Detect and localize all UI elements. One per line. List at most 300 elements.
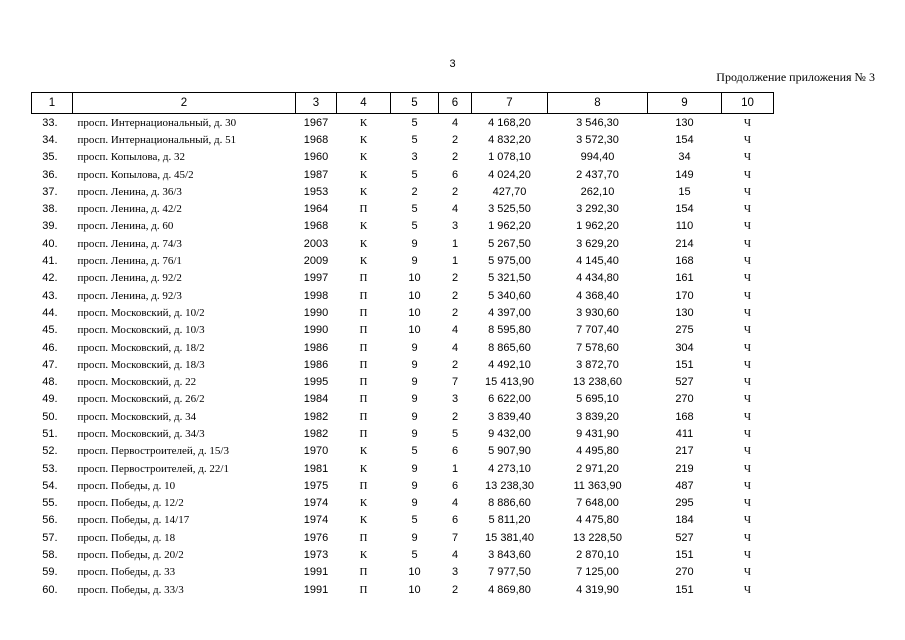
residents-cell: 151 xyxy=(675,583,694,596)
year-built-cell: 1986 xyxy=(303,358,329,371)
year-built-cell: 1960 xyxy=(303,151,329,164)
floors-cell: 10 xyxy=(408,583,421,596)
entrances-cell: 1 xyxy=(451,255,459,268)
floors-cell: 5 xyxy=(411,514,418,527)
category-cell: Ч xyxy=(743,583,752,596)
wall-type-cell: К xyxy=(359,220,368,233)
column-header: 5 xyxy=(391,93,439,114)
residents-cell: 217 xyxy=(675,445,694,458)
category-cell: Ч xyxy=(743,116,752,129)
row-number-cell: 41. xyxy=(42,255,58,268)
living-area-cell: 3 546,30 xyxy=(576,116,619,129)
total-area-cell: 427,70 xyxy=(492,185,527,198)
year-built-cell: 1974 xyxy=(303,497,329,510)
address-cell: просп. Ленина, д. 36/3 xyxy=(77,185,182,198)
category-cell: Ч xyxy=(743,531,752,544)
column-header: 3 xyxy=(296,93,337,114)
address-cell: просп. Ленина, д. 74/3 xyxy=(77,237,182,250)
entrances-cell: 4 xyxy=(451,203,459,216)
wall-type-cell: К xyxy=(359,445,368,458)
residents-cell: 487 xyxy=(675,479,694,492)
table-row xyxy=(32,183,774,200)
column-header: 4 xyxy=(337,93,391,114)
residents-cell: 168 xyxy=(675,410,694,423)
table-row xyxy=(32,373,774,390)
entrances-cell: 4 xyxy=(451,497,459,510)
floors-cell: 9 xyxy=(411,237,418,250)
column-header: 7 xyxy=(472,93,548,114)
year-built-cell: 1968 xyxy=(303,220,329,233)
table-row xyxy=(32,304,774,321)
total-area-cell: 5 907,90 xyxy=(488,445,531,458)
table-row xyxy=(32,149,774,166)
category-cell: Ч xyxy=(743,427,752,440)
address-cell: просп. Московский, д. 18/3 xyxy=(77,358,205,371)
total-area-cell: 8 595,80 xyxy=(488,324,531,337)
address-cell: просп. Первостроителей, д. 15/3 xyxy=(77,445,229,458)
living-area-cell: 4 434,80 xyxy=(576,272,619,285)
total-area-cell: 5 811,20 xyxy=(488,514,531,527)
table-row xyxy=(32,425,774,442)
table-row xyxy=(32,356,774,373)
residents-cell: 161 xyxy=(675,272,694,285)
address-cell: просп. Московский, д. 26/2 xyxy=(77,393,205,406)
residents-cell: 151 xyxy=(675,549,694,562)
floors-cell: 9 xyxy=(411,376,418,389)
row-number-cell: 52. xyxy=(42,445,58,458)
wall-type-cell: П xyxy=(359,393,368,406)
entrances-cell: 4 xyxy=(451,341,459,354)
wall-type-cell: П xyxy=(359,341,368,354)
category-cell: Ч xyxy=(743,203,752,216)
table-row xyxy=(32,391,774,408)
wall-type-cell: К xyxy=(359,116,368,129)
floors-cell: 10 xyxy=(408,566,421,579)
column-header: 10 xyxy=(722,93,774,114)
category-cell: Ч xyxy=(743,497,752,510)
category-cell: Ч xyxy=(743,324,752,337)
address-cell: просп. Московский, д. 18/2 xyxy=(77,341,205,354)
entrances-cell: 2 xyxy=(451,151,459,164)
year-built-cell: 1974 xyxy=(303,514,329,527)
row-number-cell: 45. xyxy=(42,324,58,337)
category-cell: Ч xyxy=(743,566,752,579)
row-number-cell: 33. xyxy=(42,116,58,129)
total-area-cell: 7 977,50 xyxy=(488,566,531,579)
living-area-cell: 3 930,60 xyxy=(576,306,619,319)
floors-cell: 9 xyxy=(411,255,418,268)
table-row xyxy=(32,529,774,546)
living-area-cell: 4 319,90 xyxy=(576,583,619,596)
floors-cell: 9 xyxy=(411,479,418,492)
address-cell: просп. Победы, д. 18 xyxy=(77,531,176,544)
wall-type-cell: П xyxy=(359,427,368,440)
total-area-cell: 3 839,40 xyxy=(488,410,531,423)
floors-cell: 9 xyxy=(411,410,418,423)
total-area-cell: 15 413,90 xyxy=(485,376,534,389)
page-number: 3 xyxy=(449,58,456,70)
year-built-cell: 1967 xyxy=(303,116,329,129)
residents-cell: 411 xyxy=(675,427,694,440)
table-row xyxy=(32,114,774,132)
living-area-cell: 9 431,90 xyxy=(576,427,619,440)
living-area-cell: 3 572,30 xyxy=(576,133,619,146)
category-cell: Ч xyxy=(743,306,752,319)
wall-type-cell: К xyxy=(359,168,368,181)
address-cell: просп. Ленина, д. 92/2 xyxy=(77,272,182,285)
category-cell: Ч xyxy=(743,237,752,250)
total-area-cell: 3 525,50 xyxy=(488,203,531,216)
address-cell: просп. Московский, д. 10/3 xyxy=(77,324,205,337)
total-area-cell: 8 865,60 xyxy=(488,341,531,354)
entrances-cell: 3 xyxy=(451,393,459,406)
wall-type-cell: К xyxy=(359,151,368,164)
entrances-cell: 2 xyxy=(451,289,459,302)
continuation-label: Продолжение приложения № 3 xyxy=(716,70,875,84)
total-area-cell: 3 843,60 xyxy=(488,549,531,562)
floors-cell: 10 xyxy=(408,289,421,302)
floors-cell: 9 xyxy=(411,497,418,510)
category-cell: Ч xyxy=(743,133,752,146)
address-cell: просп. Копылова, д. 32 xyxy=(77,151,186,164)
wall-type-cell: П xyxy=(359,358,368,371)
living-area-cell: 4 475,80 xyxy=(576,514,619,527)
living-area-cell: 3 839,20 xyxy=(576,410,619,423)
residents-cell: 154 xyxy=(675,133,694,146)
table-row xyxy=(32,512,774,529)
address-cell: просп. Победы, д. 10 xyxy=(77,479,176,492)
total-area-cell: 4 397,00 xyxy=(488,306,531,319)
total-area-cell: 5 340,60 xyxy=(488,289,531,302)
address-cell: просп. Победы, д. 20/2 xyxy=(77,549,184,562)
living-area-cell: 13 228,50 xyxy=(573,531,622,544)
residents-cell: 130 xyxy=(675,116,694,129)
column-header: 1 xyxy=(32,93,73,114)
total-area-cell: 4 832,20 xyxy=(488,133,531,146)
table-row xyxy=(32,131,774,148)
table-row xyxy=(32,408,774,425)
residents-cell: 149 xyxy=(675,168,694,181)
address-cell: просп. Ленина, д. 42/2 xyxy=(77,203,182,216)
total-area-cell: 15 381,40 xyxy=(485,531,534,544)
living-area-cell: 2 437,70 xyxy=(576,168,619,181)
row-number-cell: 47. xyxy=(42,358,58,371)
table-row xyxy=(32,200,774,217)
year-built-cell: 1991 xyxy=(303,566,329,579)
column-header: 2 xyxy=(73,93,296,114)
living-area-cell: 4 145,40 xyxy=(576,255,619,268)
living-area-cell: 4 368,40 xyxy=(576,289,619,302)
floors-cell: 9 xyxy=(411,341,418,354)
entrances-cell: 2 xyxy=(451,133,459,146)
total-area-cell: 6 622,00 xyxy=(488,393,531,406)
table-row xyxy=(32,339,774,356)
floors-cell: 5 xyxy=(411,133,418,146)
entrances-cell: 1 xyxy=(451,237,459,250)
year-built-cell: 1997 xyxy=(303,272,329,285)
table-row xyxy=(32,218,774,235)
category-cell: Ч xyxy=(743,479,752,492)
entrances-cell: 2 xyxy=(451,272,459,285)
floors-cell: 10 xyxy=(408,272,421,285)
entrances-cell: 5 xyxy=(451,427,459,440)
address-cell: просп. Победы, д. 12/2 xyxy=(77,497,184,510)
year-built-cell: 1976 xyxy=(303,531,329,544)
table-row xyxy=(32,460,774,477)
row-number-cell: 46. xyxy=(42,341,58,354)
year-built-cell: 1981 xyxy=(303,462,329,475)
living-area-cell: 7 125,00 xyxy=(576,566,619,579)
table-row xyxy=(32,564,774,581)
entrances-cell: 6 xyxy=(451,479,459,492)
floors-cell: 9 xyxy=(411,427,418,440)
year-built-cell: 1998 xyxy=(303,289,329,302)
address-cell: просп. Победы, д. 33 xyxy=(77,566,176,579)
row-number-cell: 56. xyxy=(42,514,58,527)
wall-type-cell: П xyxy=(359,583,368,596)
category-cell: Ч xyxy=(743,341,752,354)
residents-cell: 168 xyxy=(675,255,694,268)
floors-cell: 9 xyxy=(411,358,418,371)
table-row xyxy=(32,477,774,494)
residents-cell: 214 xyxy=(675,237,694,250)
floors-cell: 2 xyxy=(411,185,418,198)
floors-cell: 5 xyxy=(411,549,418,562)
year-built-cell: 1973 xyxy=(303,549,329,562)
residents-cell: 184 xyxy=(675,514,694,527)
year-built-cell: 2003 xyxy=(303,237,329,250)
residents-cell: 527 xyxy=(675,376,694,389)
category-cell: Ч xyxy=(743,272,752,285)
wall-type-cell: П xyxy=(359,289,368,302)
living-area-cell: 5 695,10 xyxy=(576,393,619,406)
residents-cell: 34 xyxy=(678,151,691,164)
living-area-cell: 7 578,60 xyxy=(576,341,619,354)
floors-cell: 9 xyxy=(411,531,418,544)
residents-cell: 527 xyxy=(675,531,694,544)
year-built-cell: 1984 xyxy=(303,393,329,406)
wall-type-cell: П xyxy=(359,479,368,492)
living-area-cell: 7 707,40 xyxy=(576,324,619,337)
residents-cell: 130 xyxy=(675,306,694,319)
living-area-cell: 3 292,30 xyxy=(576,203,619,216)
total-area-cell: 4 492,10 xyxy=(488,358,531,371)
row-number-cell: 54. xyxy=(42,479,58,492)
living-area-cell: 3 872,70 xyxy=(576,358,619,371)
total-area-cell: 4 168,20 xyxy=(488,116,531,129)
residents-cell: 295 xyxy=(675,497,694,510)
table-header-row xyxy=(32,93,774,114)
living-area-cell: 2 870,10 xyxy=(576,549,619,562)
living-area-cell: 11 363,90 xyxy=(573,479,622,492)
floors-cell: 5 xyxy=(411,203,418,216)
table-row xyxy=(32,581,774,598)
year-built-cell: 1968 xyxy=(303,133,329,146)
address-cell: просп. Московский, д. 34 xyxy=(77,410,197,423)
table-row xyxy=(32,166,774,183)
category-cell: Ч xyxy=(743,410,752,423)
wall-type-cell: П xyxy=(359,531,368,544)
year-built-cell: 1970 xyxy=(303,445,329,458)
floors-cell: 3 xyxy=(411,151,418,164)
table-row xyxy=(32,443,774,460)
total-area-cell: 9 432,00 xyxy=(488,427,531,440)
category-cell: Ч xyxy=(743,185,752,198)
total-area-cell: 4 024,20 xyxy=(488,168,531,181)
address-cell: просп. Интернациональный, д. 51 xyxy=(77,133,237,146)
row-number-cell: 49. xyxy=(42,393,58,406)
year-built-cell: 1995 xyxy=(303,376,329,389)
entrances-cell: 1 xyxy=(451,462,459,475)
total-area-cell: 1 078,10 xyxy=(488,151,531,164)
residents-cell: 275 xyxy=(675,324,694,337)
entrances-cell: 4 xyxy=(451,549,459,562)
total-area-cell: 8 886,60 xyxy=(488,497,531,510)
floors-cell: 9 xyxy=(411,393,418,406)
total-area-cell: 13 238,30 xyxy=(485,479,534,492)
entrances-cell: 6 xyxy=(451,514,459,527)
column-header: 9 xyxy=(648,93,722,114)
row-number-cell: 51. xyxy=(42,427,58,440)
living-area-cell: 2 971,20 xyxy=(576,462,619,475)
year-built-cell: 1975 xyxy=(303,479,329,492)
address-cell: просп. Ленина, д. 60 xyxy=(77,220,174,233)
category-cell: Ч xyxy=(743,358,752,371)
row-number-cell: 35. xyxy=(42,151,58,164)
row-number-cell: 44. xyxy=(42,306,58,319)
entrances-cell: 2 xyxy=(451,358,459,371)
row-number-cell: 38. xyxy=(42,203,58,216)
category-cell: Ч xyxy=(743,220,752,233)
wall-type-cell: К xyxy=(359,237,368,250)
wall-type-cell: К xyxy=(359,497,368,510)
wall-type-cell: К xyxy=(359,133,368,146)
category-cell: Ч xyxy=(743,151,752,164)
entrances-cell: 6 xyxy=(451,168,459,181)
row-number-cell: 39. xyxy=(42,220,58,233)
row-number-cell: 60. xyxy=(42,583,58,596)
floors-cell: 5 xyxy=(411,220,418,233)
living-area-cell: 13 238,60 xyxy=(573,376,622,389)
address-cell: просп. Московский, д. 22 xyxy=(77,376,197,389)
total-area-cell: 4 869,80 xyxy=(488,583,531,596)
entrances-cell: 7 xyxy=(451,531,459,544)
table-row xyxy=(32,270,774,287)
entrances-cell: 6 xyxy=(451,445,459,458)
residents-cell: 110 xyxy=(675,220,694,233)
living-area-cell: 994,40 xyxy=(580,151,615,164)
wall-type-cell: П xyxy=(359,566,368,579)
floors-cell: 5 xyxy=(411,445,418,458)
category-cell: Ч xyxy=(743,514,752,527)
living-area-cell: 1 962,20 xyxy=(576,220,619,233)
entrances-cell: 3 xyxy=(451,220,459,233)
residents-cell: 219 xyxy=(675,462,694,475)
row-number-cell: 42. xyxy=(42,272,58,285)
wall-type-cell: П xyxy=(359,306,368,319)
wall-type-cell: К xyxy=(359,462,368,475)
row-number-cell: 57. xyxy=(42,531,58,544)
floors-cell: 9 xyxy=(411,462,418,475)
table-row xyxy=(32,287,774,304)
total-area-cell: 4 273,10 xyxy=(488,462,531,475)
year-built-cell: 1982 xyxy=(303,427,329,440)
residents-cell: 170 xyxy=(675,289,694,302)
row-number-cell: 34. xyxy=(42,133,58,146)
table-row xyxy=(32,252,774,269)
address-cell: просп. Ленина, д. 76/1 xyxy=(77,255,182,268)
row-number-cell: 36. xyxy=(42,168,58,181)
year-built-cell: 1990 xyxy=(303,324,329,337)
wall-type-cell: П xyxy=(359,203,368,216)
category-cell: Ч xyxy=(743,376,752,389)
wall-type-cell: К xyxy=(359,185,368,198)
address-cell: просп. Интернациональный, д. 30 xyxy=(77,116,237,129)
row-number-cell: 59. xyxy=(42,566,58,579)
column-header: 6 xyxy=(439,93,472,114)
floors-cell: 5 xyxy=(411,168,418,181)
year-built-cell: 1953 xyxy=(303,185,329,198)
total-area-cell: 1 962,20 xyxy=(488,220,531,233)
entrances-cell: 2 xyxy=(451,583,459,596)
total-area-cell: 5 321,50 xyxy=(488,272,531,285)
year-built-cell: 1982 xyxy=(303,410,329,423)
table-row xyxy=(32,235,774,252)
entrances-cell: 2 xyxy=(451,185,459,198)
year-built-cell: 2009 xyxy=(303,255,329,268)
address-cell: просп. Победы, д. 33/3 xyxy=(77,583,184,596)
row-number-cell: 55. xyxy=(42,497,58,510)
entrances-cell: 2 xyxy=(451,306,459,319)
buildings-table xyxy=(31,92,774,598)
living-area-cell: 3 629,20 xyxy=(576,237,619,250)
wall-type-cell: К xyxy=(359,514,368,527)
year-built-cell: 1990 xyxy=(303,306,329,319)
residents-cell: 270 xyxy=(675,393,694,406)
category-cell: Ч xyxy=(743,462,752,475)
row-number-cell: 48. xyxy=(42,376,58,389)
address-cell: просп. Московский, д. 34/3 xyxy=(77,427,205,440)
address-cell: просп. Московский, д. 10/2 xyxy=(77,306,205,319)
residents-cell: 304 xyxy=(675,341,694,354)
wall-type-cell: П xyxy=(359,272,368,285)
living-area-cell: 7 648,00 xyxy=(576,497,619,510)
row-number-cell: 50. xyxy=(42,410,58,423)
address-cell: просп. Ленина, д. 92/3 xyxy=(77,289,182,302)
floors-cell: 10 xyxy=(408,306,421,319)
wall-type-cell: П xyxy=(359,376,368,389)
residents-cell: 15 xyxy=(678,185,691,198)
table-row xyxy=(32,495,774,512)
address-cell: просп. Победы, д. 14/17 xyxy=(77,514,190,527)
residents-cell: 151 xyxy=(675,358,694,371)
entrances-cell: 4 xyxy=(451,116,459,129)
category-cell: Ч xyxy=(743,168,752,181)
entrances-cell: 3 xyxy=(451,566,459,579)
wall-type-cell: К xyxy=(359,255,368,268)
column-header: 8 xyxy=(548,93,648,114)
address-cell: просп. Первостроителей, д. 22/1 xyxy=(77,462,229,475)
row-number-cell: 37. xyxy=(42,185,58,198)
floors-cell: 5 xyxy=(411,116,418,129)
category-cell: Ч xyxy=(743,549,752,562)
living-area-cell: 262,10 xyxy=(580,185,615,198)
floors-cell: 10 xyxy=(408,324,421,337)
wall-type-cell: П xyxy=(359,324,368,337)
category-cell: Ч xyxy=(743,289,752,302)
table-body xyxy=(32,114,774,599)
address-cell: просп. Копылова, д. 45/2 xyxy=(77,168,194,181)
